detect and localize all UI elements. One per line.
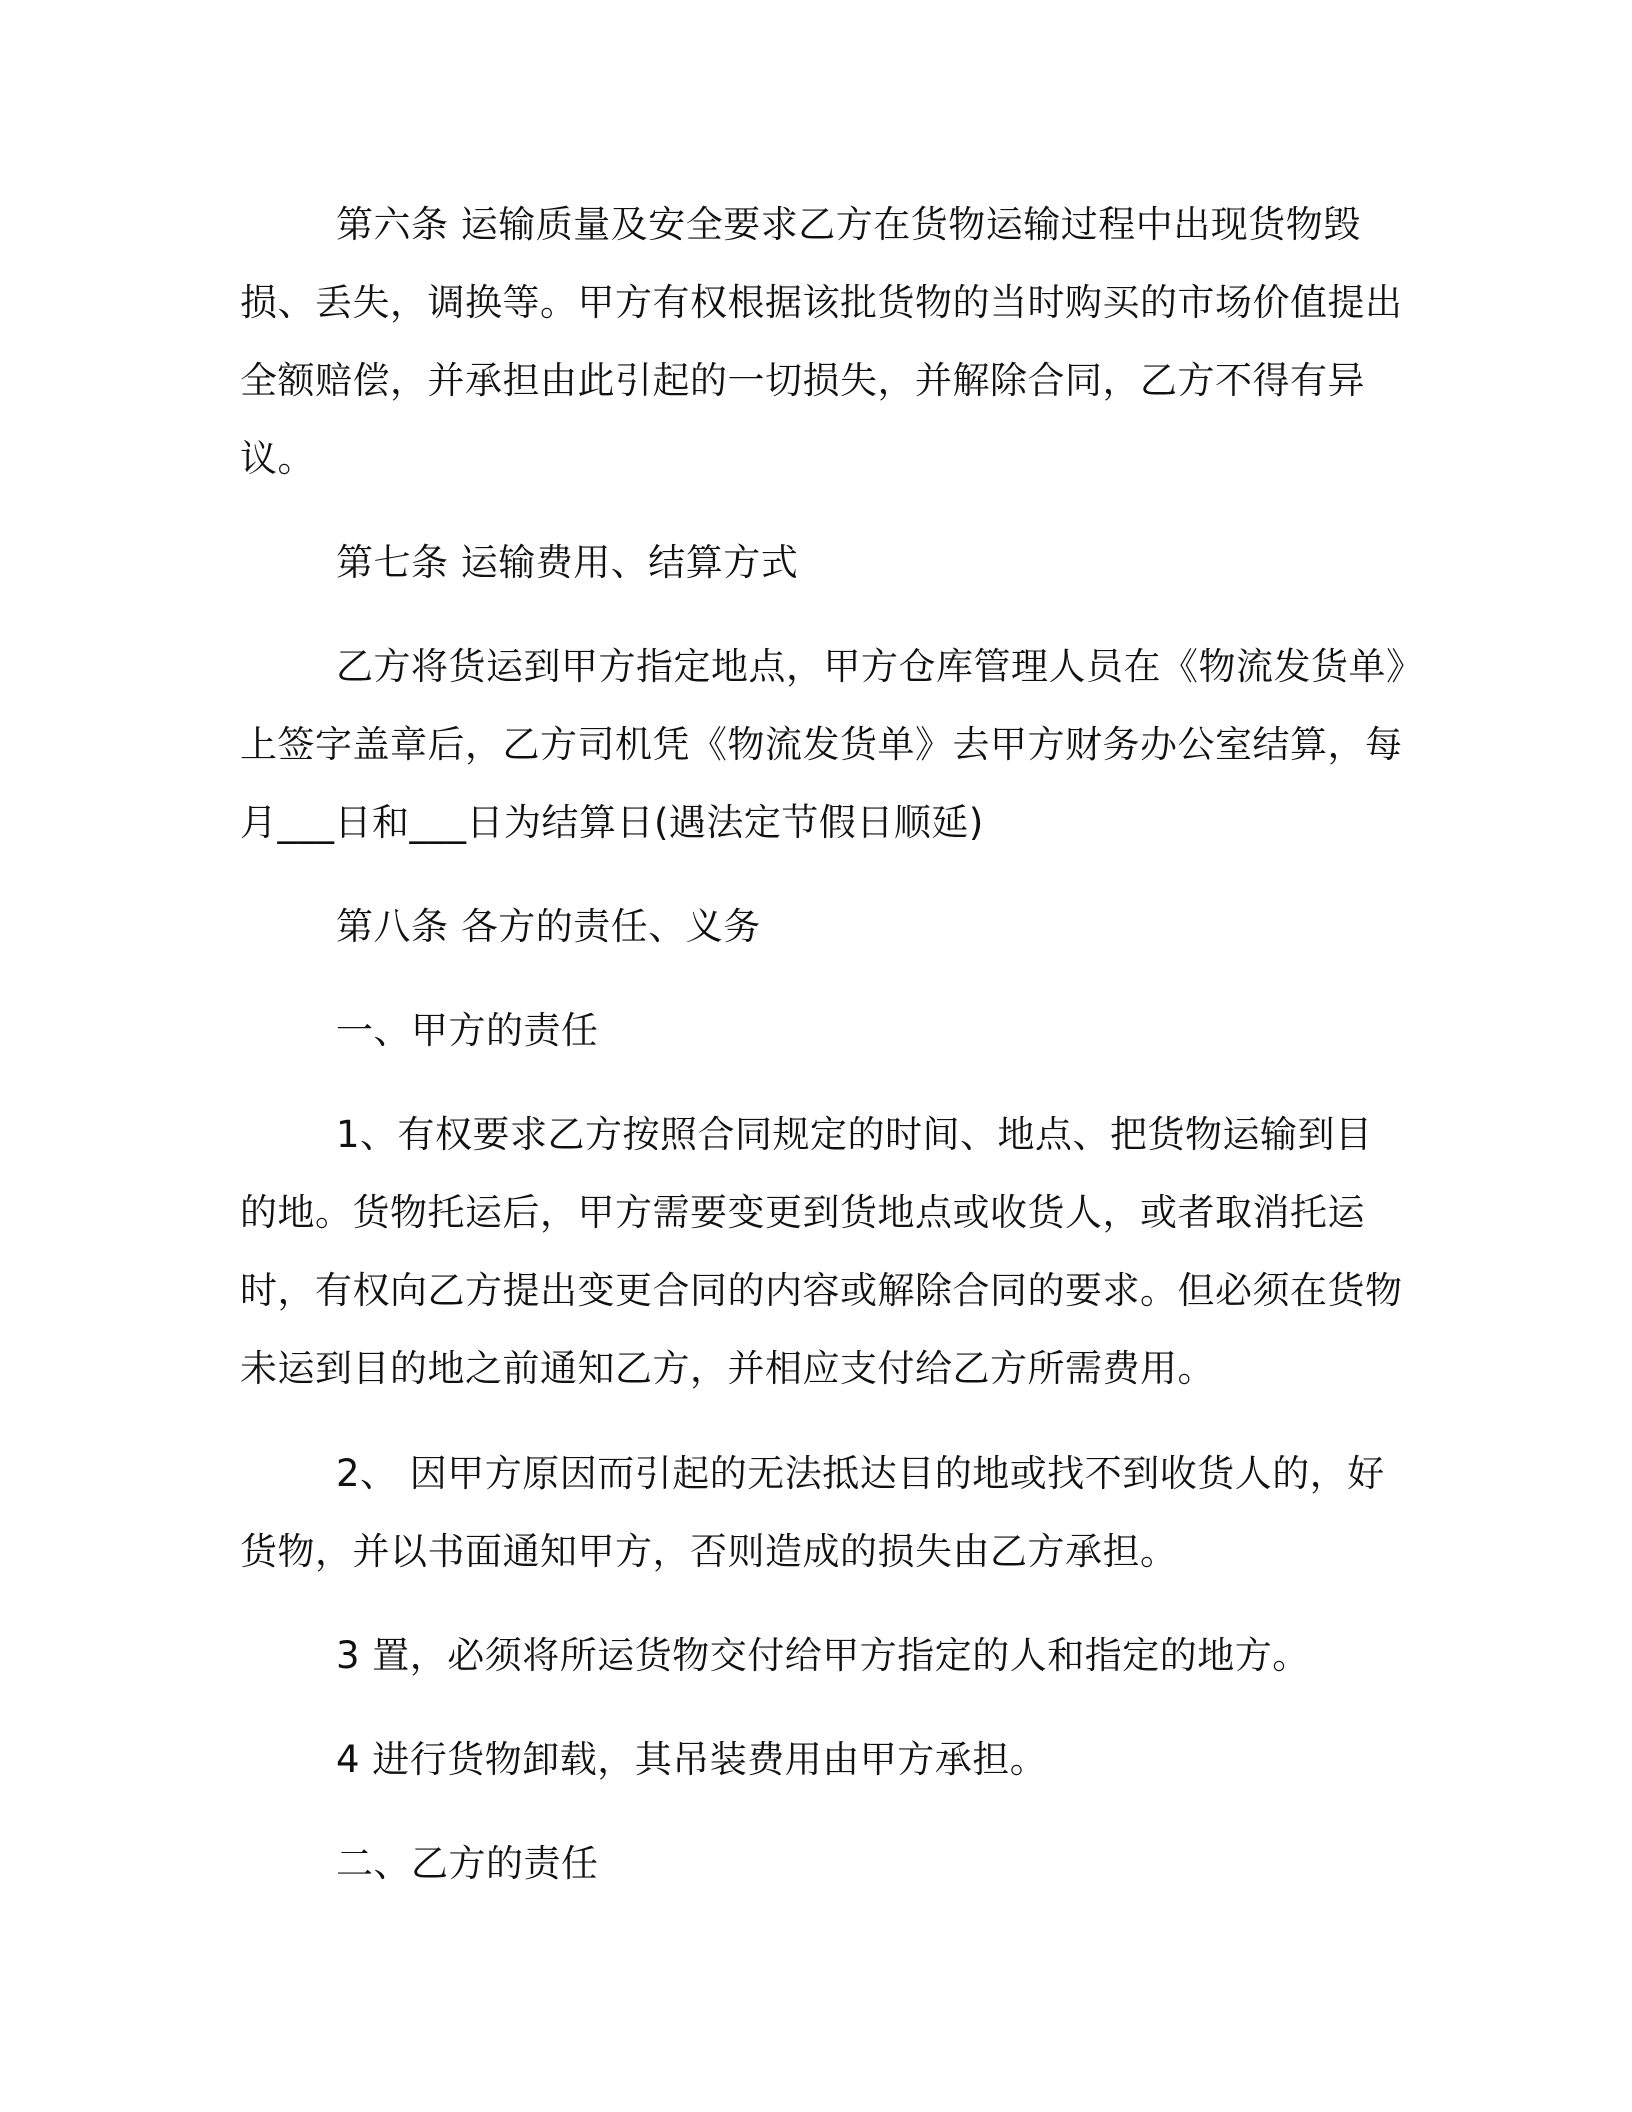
settlement-paragraph: 乙方将货运到甲方指定地点，甲方仓库管理人员在《物流发货单》上签字盖章后，乙方司机凭《物流发货单》去甲方财务办公室结算，每月___日和___日为结算日(遇法定节假日顺延) [240, 645, 1405, 844]
party-a-item-4: 4 进行货物卸载，其吊装费用由甲方承担。 [336, 1738, 1048, 1781]
party-a-item-2: 2、 因甲方原因而引起的无法抵达目的地或找不到收货人的，好货物，并以书面通知甲方，否则造成的损失由乙方承担。 [240, 1452, 1385, 1573]
party-a-item-1: 1、有权要求乙方按照合同规定的时间、地点、把货物运输到目的地。货物托运后，甲方需要变更到货地点或收货人，或者取消托运时，有权向乙方提出变更合同的内容或解除合同的要求。但必须在货物未运到目的地之前通知乙方，并相应支付给乙方所需费用。 [240, 1113, 1403, 1390]
party-a-item-3: 3 置，必须将所运货物交付给甲方指定的人和指定的地方。 [336, 1634, 1310, 1677]
clause-7-heading: 第七条 运输费用、结算方式 [336, 541, 799, 584]
clause-6-paragraph: 第六条 运输质量及安全要求乙方在货物运输过程中出现货物毁损、丢失，调换等。甲方有权根据该批货物的当时购买的市场价值提出全额赔偿，并承担由此引起的一切损失，并解除合同，乙方不得有异议。 [240, 203, 1403, 480]
document-body [240, 186, 1410, 1903]
clause-8-heading: 第八条 各方的责任、义务 [336, 905, 761, 948]
party-b-responsibility-heading: 二、乙方的责任 [336, 1842, 599, 1885]
party-a-responsibility-heading: 一、甲方的责任 [336, 1009, 599, 1052]
